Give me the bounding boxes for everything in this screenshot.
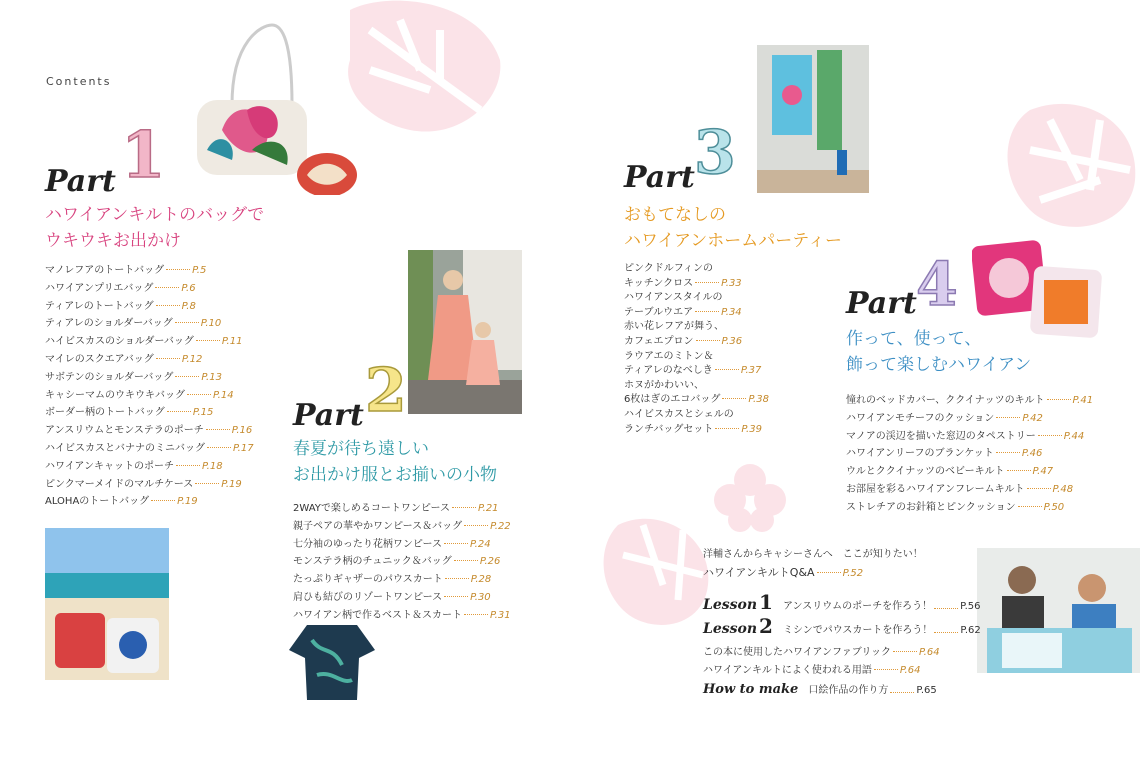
part2-list — [293, 500, 511, 625]
entry-label: この本に使用したハワイアンファブリック — [703, 647, 891, 658]
entry-label: たっぷりギャザーのパウスカート — [293, 574, 443, 586]
leader-dots — [464, 614, 488, 615]
page-number: P.64 — [919, 647, 940, 658]
entry-label-line: 6枚はぎのエコバッグ — [624, 394, 721, 406]
page-number: P.14 — [213, 389, 234, 401]
leader-dots — [695, 311, 719, 312]
entry-label: お部屋を彩るハワイアンフレームキルト — [846, 483, 1025, 495]
entry-label: 七分袖のゆったり花柄ワンピース — [293, 538, 442, 550]
part3-title-line: ハワイアンホームパーティー — [624, 231, 842, 251]
monstera-leaf-icon — [598, 505, 718, 635]
part3-title — [624, 202, 842, 254]
leader-dots — [452, 507, 476, 508]
leader-dots — [695, 282, 719, 283]
monstera-leaf-icon — [1000, 90, 1140, 240]
page-number: P.11 — [221, 336, 243, 348]
page-number: P.16 — [231, 425, 253, 437]
leader-dots — [207, 447, 231, 448]
leader-dots — [1047, 399, 1071, 400]
toc-entry[interactable] — [846, 499, 1093, 517]
page-number: P.18 — [202, 460, 223, 472]
leader-dots — [1007, 470, 1031, 471]
page-number: P.62 — [960, 625, 981, 636]
page-number: P.36 — [721, 335, 743, 347]
page-number: P.39 — [741, 423, 762, 435]
leader-dots — [175, 376, 199, 377]
toc-entry[interactable] — [293, 589, 511, 607]
toc-entry[interactable] — [45, 493, 254, 511]
page-number: P.5 — [192, 265, 207, 276]
lesson-1[interactable] — [703, 590, 981, 616]
part1-title — [45, 202, 264, 254]
leader-dots — [696, 340, 720, 341]
entry-label-line: カフェエプロン — [624, 335, 694, 347]
part2-title — [293, 436, 497, 488]
part2-title-line: 春夏が待ち遠しい — [293, 439, 429, 459]
toc-entry[interactable] — [45, 315, 254, 333]
toc-entry[interactable] — [45, 476, 254, 494]
leader-dots — [934, 632, 958, 633]
entry-label-line: ハイビスカスとシェルの — [624, 408, 734, 420]
toc-entry[interactable] — [45, 262, 254, 280]
entry-label: ティアレのトートバッグ — [45, 300, 154, 312]
page-number: P.34 — [721, 306, 742, 318]
entry-label-line: ホヌがかわいい、 — [624, 379, 704, 391]
leader-dots — [444, 596, 468, 597]
page-number: P.19 — [177, 496, 198, 508]
page-number: P.12 — [181, 353, 203, 365]
leader-dots — [155, 287, 179, 288]
toc-entry[interactable] — [624, 291, 769, 320]
part-number: 3 — [694, 118, 736, 188]
entry-label: キャシーマムのウキウキバッグ — [45, 389, 185, 401]
page-number: P.31 — [490, 609, 511, 621]
entry-label: 2WAYで楽しめるコートワンピース — [293, 503, 450, 514]
leader-dots — [176, 465, 200, 466]
toc-entry[interactable] — [846, 410, 1093, 428]
leader-dots — [166, 269, 190, 270]
entry-label-line: キッチンクロス — [624, 277, 694, 289]
toc-entry[interactable] — [45, 404, 254, 422]
page-number: P.13 — [201, 371, 222, 383]
leader-dots — [934, 608, 958, 609]
page-number: P.28 — [470, 574, 492, 586]
kitchen-cloth-photo — [757, 45, 869, 193]
qa-section — [703, 546, 923, 583]
entry-label: ティアレのショルダーバッグ — [45, 318, 173, 330]
entry-label: ハワイアンキルトによく使われる用語 — [703, 664, 872, 676]
leader-dots — [196, 340, 220, 341]
mother-daughter-photo — [408, 250, 522, 414]
part-number: 4 — [916, 250, 958, 320]
leader-dots — [175, 322, 199, 323]
leader-dots — [167, 411, 191, 412]
lesson-word: Lesson — [703, 597, 758, 613]
leader-dots — [151, 500, 175, 501]
entry-label: 憧れのベッドカバー、ククイナッツのキルト — [846, 395, 1045, 406]
entry-label: ハワイアンリーフのブランケット — [846, 448, 994, 460]
page-number: P.6 — [181, 282, 196, 294]
leader-dots — [996, 417, 1020, 418]
qa-line1: 洋輔さんからキャシーさんへ ここが知りたい！ — [703, 549, 923, 560]
howto-word: How to make — [703, 682, 799, 697]
page-number: P.30 — [470, 591, 491, 603]
entry-label: 親子ペアの華やかワンピース＆バッグ — [293, 520, 463, 532]
toc-entry[interactable] — [624, 350, 769, 379]
part3-title-line: おもてなしの — [624, 205, 726, 225]
entry-label: アンスリウムとモンステラのポーチ — [45, 425, 204, 437]
part3-list — [624, 262, 769, 437]
part4-title — [846, 326, 1031, 378]
toc-entry[interactable] — [293, 553, 511, 571]
toc-entry[interactable] — [45, 387, 254, 405]
toc-entry[interactable] — [45, 440, 254, 458]
tunic-photo — [287, 620, 377, 704]
quilted-bag-photo — [192, 20, 362, 195]
part-number: 2 — [365, 356, 407, 426]
entry-label-line: ハワイアンスタイルの — [624, 292, 723, 304]
part2-title-line: お出かけ服とお揃いの小物 — [293, 465, 497, 485]
leader-dots — [187, 394, 211, 395]
toc-entry[interactable] — [624, 379, 769, 408]
lesson-word: Lesson — [703, 621, 758, 637]
page-number: P.17 — [233, 442, 254, 454]
part1-list — [45, 262, 254, 511]
entry-label: ハワイアンプリエバッグ — [45, 282, 154, 294]
page-number: P.24 — [470, 538, 491, 550]
entry-label: マノレフアのトートバッグ — [45, 265, 165, 276]
page-number: P.15 — [192, 407, 214, 419]
entry-label: ハワイアンモチーフのクッション — [846, 412, 995, 424]
entry-label: ボーダー柄のトートバッグ — [45, 407, 165, 419]
part-word: Part — [45, 164, 116, 199]
toc-entry[interactable] — [45, 298, 254, 316]
part-word: Part — [846, 286, 917, 321]
entry-label: マイレのスクエアバッグ — [45, 353, 154, 365]
page-number: P.52 — [842, 567, 864, 579]
entry-label: マノアの渓辺を描いた窓辺のタペストリー — [846, 430, 1036, 442]
page-number: P.22 — [490, 520, 511, 532]
page-number: P.48 — [1052, 483, 1074, 495]
leader-dots — [722, 398, 746, 399]
part1-title-line: ウキウキお出かけ — [45, 231, 181, 251]
lesson-2[interactable] — [703, 614, 981, 640]
entry-label-line: 赤い花レフアが舞う、 — [624, 321, 724, 333]
leader-dots — [817, 572, 841, 573]
entry-label: ピンクマーメイドのマルチケース — [45, 478, 194, 490]
page-number: P.26 — [479, 556, 501, 568]
toc-entry[interactable] — [846, 392, 1093, 410]
page-number: P.8 — [181, 300, 196, 312]
page-number: P.65 — [916, 685, 937, 696]
toc-entry[interactable] — [846, 463, 1093, 481]
entry-label: ハワイアンキャットのポーチ — [45, 460, 174, 472]
toc-entry[interactable] — [846, 445, 1093, 463]
toc-entry[interactable] — [703, 644, 940, 662]
part4-title-line: 作って、使って、 — [846, 329, 982, 349]
toc-entry[interactable] — [293, 607, 511, 625]
howto-entry[interactable] — [703, 682, 937, 700]
entry-line-with-page — [624, 393, 769, 408]
qa-entry[interactable] — [703, 564, 923, 583]
toc-entry[interactable] — [293, 571, 511, 589]
part4-list — [846, 392, 1093, 517]
page-number: P.44 — [1063, 430, 1085, 442]
toc-entry[interactable] — [293, 500, 511, 518]
toc-entry[interactable] — [293, 536, 511, 554]
toc-entry[interactable] — [45, 280, 254, 298]
entry-label: モンステラ柄のチュニック＆バッグ — [293, 556, 452, 568]
entry-label-line: ピンクドルフィンの — [624, 263, 713, 274]
leader-dots — [444, 543, 468, 544]
part-word: Part — [624, 160, 695, 195]
toc-entry[interactable] — [45, 369, 254, 387]
toc-entry[interactable] — [703, 662, 940, 680]
misc-list — [703, 644, 940, 680]
part4-title-line: 飾って楽しむハワイアン — [846, 355, 1032, 375]
part-word: Part — [293, 398, 364, 433]
leader-dots — [454, 560, 478, 561]
leader-dots — [195, 483, 219, 484]
page-number: P.10 — [200, 318, 222, 330]
leader-dots — [715, 428, 739, 429]
leader-dots — [890, 692, 914, 693]
entry-label-line: テーブルウエア — [624, 306, 694, 318]
lesson-label: アンスリウムのポーチを作ろう！ — [782, 601, 933, 612]
toc-entry[interactable] — [45, 351, 254, 369]
toc-entry[interactable] — [293, 518, 511, 536]
entry-label: 肩ひも結びのリゾートワンピース — [293, 591, 443, 603]
lesson-number: 2 — [759, 614, 773, 638]
leader-dots — [874, 669, 898, 670]
leader-dots — [464, 525, 488, 526]
lesson-number: 1 — [759, 590, 773, 614]
toc-entry[interactable] — [624, 408, 769, 437]
toc-entry[interactable] — [846, 428, 1093, 446]
toc-entry[interactable] — [624, 262, 769, 291]
contents-label: Contents — [46, 75, 112, 88]
page-number: P.47 — [1032, 466, 1054, 478]
page-number: P.56 — [960, 601, 981, 612]
leader-dots — [206, 429, 230, 430]
page-number: P.42 — [1022, 412, 1043, 424]
page-number: P.50 — [1043, 501, 1065, 513]
toc-entry[interactable] — [45, 333, 254, 351]
entry-label: ストレチアのお針箱とピンクッション — [846, 501, 1016, 513]
toc-entry[interactable] — [846, 481, 1093, 499]
beach-bags-photo — [45, 528, 169, 680]
entry-line-with-page — [624, 423, 769, 438]
leader-dots — [156, 305, 180, 306]
leader-dots — [1027, 488, 1051, 489]
entry-label-line: ティアレのなべしき — [624, 365, 713, 377]
page-number: P.19 — [221, 478, 242, 490]
part-number: 1 — [121, 118, 166, 193]
entry-label-line: ラウアエのミトン＆ — [624, 350, 714, 362]
entry-line-with-page — [624, 306, 769, 321]
leader-dots — [156, 358, 180, 359]
part1-title-line: ハワイアンキルトのバッグで — [45, 205, 265, 225]
page-number: P.64 — [899, 664, 921, 676]
leader-dots — [893, 651, 917, 652]
leader-dots — [1018, 506, 1042, 507]
leader-dots — [1038, 435, 1062, 436]
entry-label: ウルとククイナッツのベビーキルト — [846, 466, 1005, 478]
entry-label: ハイビスカスとバナナのミニバッグ — [45, 442, 205, 454]
lesson-label: ミシンでパウスカートを作ろう！ — [782, 625, 933, 636]
leader-dots — [996, 452, 1020, 453]
toc-entry[interactable] — [624, 320, 769, 349]
leader-dots — [715, 369, 739, 370]
entry-label: サボテンのショルダーバッグ — [45, 371, 174, 383]
entry-line-with-page — [624, 277, 769, 292]
toc-entry[interactable] — [45, 422, 254, 440]
entry-line-with-page — [624, 364, 769, 379]
entry-label-line: ランチバッグセット — [624, 423, 714, 435]
page-number: P.41 — [1072, 395, 1094, 406]
leader-dots — [445, 578, 469, 579]
entry-label: ハイビスカスのショルダーバッグ — [45, 336, 194, 348]
entry-line-with-page — [624, 335, 769, 350]
page-number: P.33 — [721, 277, 742, 289]
authors-photo — [977, 548, 1140, 673]
toc-entry[interactable] — [45, 458, 254, 476]
entry-label: 口絵作品の作り方 — [808, 685, 889, 696]
page-number: P.21 — [477, 503, 499, 514]
entry-label: ハワイアン柄で作るベスト＆スカート — [293, 609, 462, 621]
entry-label: ALOHAのトートバッグ — [45, 496, 150, 508]
page-number: P.46 — [1021, 448, 1043, 460]
page-number: P.38 — [748, 394, 769, 406]
hibiscus-flower-icon — [710, 462, 790, 532]
page-number: P.37 — [740, 365, 762, 377]
qa-title: ハワイアンキルトQ&A — [703, 565, 815, 579]
